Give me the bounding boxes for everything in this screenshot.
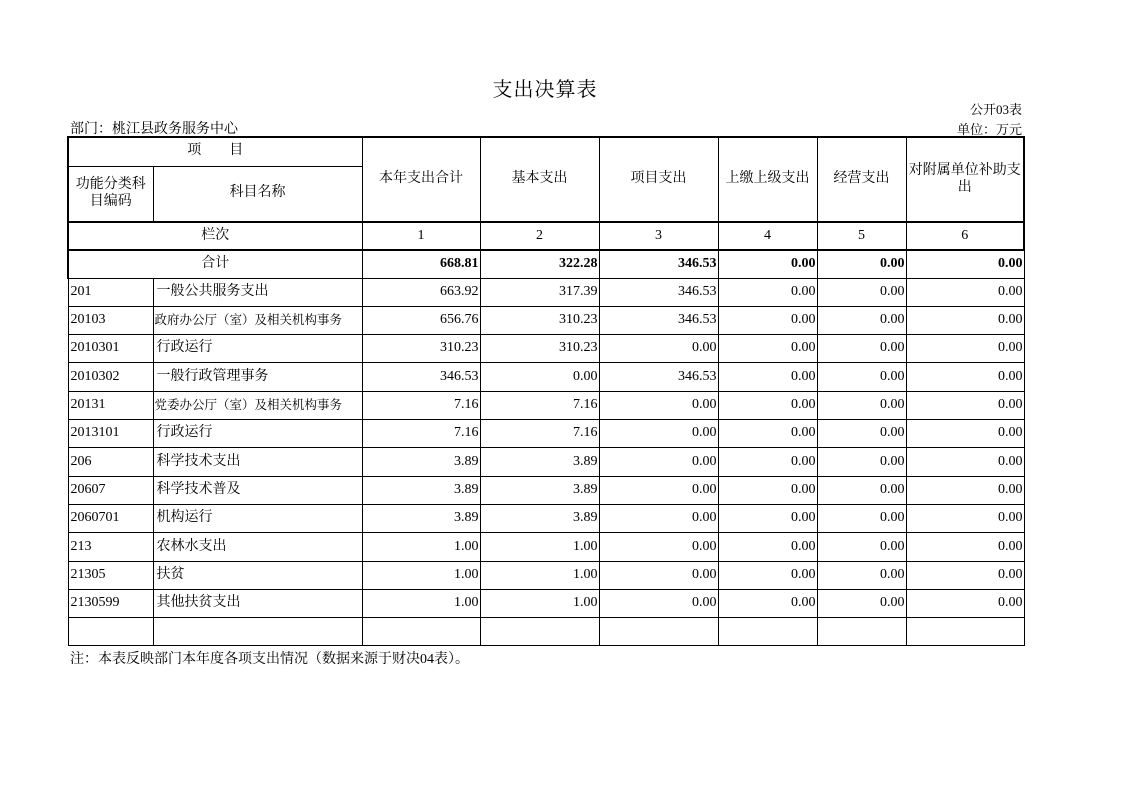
- row-code: 2013101: [68, 420, 153, 448]
- total-label: 合计: [68, 250, 362, 278]
- row-value: 310.23: [480, 335, 599, 363]
- row-code: 20103: [68, 306, 153, 334]
- row-value: 0.00: [906, 590, 1024, 618]
- row-value: 1.00: [362, 590, 480, 618]
- row-value: 0.00: [906, 448, 1024, 476]
- column-header-project-expenditure: 项目支出: [599, 137, 718, 222]
- table-row: [68, 561, 1024, 589]
- column-index: 6: [906, 222, 1024, 250]
- row-code: 206: [68, 448, 153, 476]
- row-value: 0.00: [906, 420, 1024, 448]
- row-value: 0.00: [718, 533, 817, 561]
- row-name: 政府办公厅（室）及相关机构事务: [153, 306, 362, 334]
- row-name: 农林水支出: [153, 533, 362, 561]
- row-value: 0.00: [817, 476, 906, 504]
- row-code: 2130599: [68, 590, 153, 618]
- row-name: 一般行政管理事务: [153, 363, 362, 391]
- column-header-total-expenditure: 本年支出合计: [362, 137, 480, 222]
- table-note: 注：本表反映部门本年度各项支出情况（数据来源于财决04表）。: [70, 652, 469, 667]
- row-value: 0.00: [599, 533, 718, 561]
- header-row-1: [68, 137, 1024, 166]
- row-value: 663.92: [362, 278, 480, 306]
- row-value: 310.23: [362, 335, 480, 363]
- row-value: 656.76: [362, 306, 480, 334]
- row-value: 0.00: [718, 590, 817, 618]
- department-label: 部门：桃江县政务服务中心: [70, 122, 238, 137]
- row-code: 2010302: [68, 363, 153, 391]
- table-row: [68, 306, 1024, 334]
- row-value: 3.89: [362, 476, 480, 504]
- row-value: 0.00: [817, 335, 906, 363]
- row-value: 0.00: [817, 590, 906, 618]
- row-value: 3.89: [480, 448, 599, 476]
- row-value: 1.00: [362, 561, 480, 589]
- total-value: 0.00: [906, 250, 1024, 278]
- row-value: 346.53: [599, 363, 718, 391]
- row-value: 0.00: [817, 391, 906, 419]
- row-name: 机构运行: [153, 505, 362, 533]
- row-value: 0.00: [718, 278, 817, 306]
- row-value: 0.00: [599, 391, 718, 419]
- row-value: 0.00: [817, 420, 906, 448]
- code-column-header: 功能分类科目编码: [68, 166, 153, 222]
- empty-cell: [718, 618, 817, 646]
- row-value: 310.23: [480, 306, 599, 334]
- column-header-basic-expenditure: 基本支出: [480, 137, 599, 222]
- row-value: 0.00: [906, 391, 1024, 419]
- row-name: 一般公共服务支出: [153, 278, 362, 306]
- row-value: 317.39: [480, 278, 599, 306]
- table-row: [68, 420, 1024, 448]
- row-value: 1.00: [362, 533, 480, 561]
- row-value: 0.00: [817, 448, 906, 476]
- total-row: [68, 250, 1024, 278]
- row-value: 3.89: [480, 476, 599, 504]
- total-value: 668.81: [362, 250, 480, 278]
- row-value: 0.00: [599, 476, 718, 504]
- empty-cell: [480, 618, 599, 646]
- row-code: 2010301: [68, 335, 153, 363]
- row-code: 20131: [68, 391, 153, 419]
- row-value: 0.00: [906, 306, 1024, 334]
- table-row: [68, 391, 1024, 419]
- column-index: 2: [480, 222, 599, 250]
- row-value: 0.00: [599, 590, 718, 618]
- table-row: [68, 335, 1024, 363]
- row-value: 7.16: [480, 420, 599, 448]
- empty-cell: [599, 618, 718, 646]
- row-value: 3.89: [362, 448, 480, 476]
- table-row: [68, 363, 1024, 391]
- row-name: 行政运行: [153, 420, 362, 448]
- row-value: 7.16: [480, 391, 599, 419]
- total-value: 0.00: [718, 250, 817, 278]
- column-index-label: 栏次: [68, 222, 362, 250]
- empty-cell: [153, 618, 362, 646]
- table-row: [68, 448, 1024, 476]
- row-value: 0.00: [906, 505, 1024, 533]
- row-value: 0.00: [718, 306, 817, 334]
- row-value: 0.00: [906, 533, 1024, 561]
- row-value: 0.00: [718, 420, 817, 448]
- row-value: 346.53: [362, 363, 480, 391]
- row-value: 346.53: [599, 278, 718, 306]
- column-header-operating-expenditure: 经营支出: [817, 137, 906, 222]
- row-value: 3.89: [480, 505, 599, 533]
- column-index: 5: [817, 222, 906, 250]
- table-row: [68, 278, 1024, 306]
- row-code: 213: [68, 533, 153, 561]
- page-title: 支出决算表: [492, 79, 598, 101]
- unit-label: 单位：万元: [956, 122, 1022, 137]
- row-value: 3.89: [362, 505, 480, 533]
- row-name: 党委办公厅（室）及相关机构事务: [153, 391, 362, 419]
- column-index: 4: [718, 222, 817, 250]
- row-value: 0.00: [599, 561, 718, 589]
- row-value: 0.00: [906, 476, 1024, 504]
- row-name: 扶贫: [153, 561, 362, 589]
- empty-cell: [906, 618, 1024, 646]
- row-code: 20607: [68, 476, 153, 504]
- row-value: 0.00: [599, 448, 718, 476]
- row-value: 0.00: [817, 533, 906, 561]
- row-code: 21305: [68, 561, 153, 589]
- row-value: 0.00: [817, 278, 906, 306]
- row-name: 科学技术普及: [153, 476, 362, 504]
- row-value: 0.00: [817, 505, 906, 533]
- total-value: 346.53: [599, 250, 718, 278]
- empty-cell: [817, 618, 906, 646]
- row-value: 0.00: [599, 335, 718, 363]
- form-code: 公开03表: [969, 102, 1022, 117]
- row-value: 0.00: [718, 505, 817, 533]
- row-value: 0.00: [817, 363, 906, 391]
- row-value: 1.00: [480, 561, 599, 589]
- empty-cell: [68, 618, 153, 646]
- total-value: 0.00: [817, 250, 906, 278]
- row-value: 0.00: [906, 363, 1024, 391]
- row-value: 0.00: [480, 363, 599, 391]
- column-header-subsidy-to-affiliates: 对附属单位补助支出: [906, 137, 1024, 222]
- column-header-remit-to-superior: 上缴上级支出: [718, 137, 817, 222]
- total-value: 322.28: [480, 250, 599, 278]
- table-row: [68, 590, 1024, 618]
- column-index: 1: [362, 222, 480, 250]
- row-code: 201: [68, 278, 153, 306]
- row-value: 0.00: [718, 561, 817, 589]
- row-value: 0.00: [906, 278, 1024, 306]
- row-name: 行政运行: [153, 335, 362, 363]
- row-value: 0.00: [906, 561, 1024, 589]
- row-value: 0.00: [599, 505, 718, 533]
- row-value: 1.00: [480, 590, 599, 618]
- column-index: 3: [599, 222, 718, 250]
- row-value: 0.00: [718, 448, 817, 476]
- column-index-row: [68, 222, 1024, 250]
- empty-cell: [362, 618, 480, 646]
- table-row: [68, 533, 1024, 561]
- table-row: [68, 476, 1024, 504]
- name-column-header: 科目名称: [153, 166, 362, 222]
- row-value: 0.00: [906, 335, 1024, 363]
- row-value: 346.53: [599, 306, 718, 334]
- row-value: 7.16: [362, 420, 480, 448]
- row-value: 0.00: [817, 306, 906, 334]
- row-name: 其他扶贫支出: [153, 590, 362, 618]
- row-value: 0.00: [817, 561, 906, 589]
- row-name: 科学技术支出: [153, 448, 362, 476]
- empty-row: [68, 618, 1024, 646]
- row-value: 0.00: [718, 476, 817, 504]
- row-value: 7.16: [362, 391, 480, 419]
- row-value: 0.00: [599, 420, 718, 448]
- item-header: 项 目: [68, 137, 362, 166]
- table-row: [68, 505, 1024, 533]
- row-value: 0.00: [718, 335, 817, 363]
- expenditure-table: [67, 136, 1025, 646]
- row-value: 0.00: [718, 363, 817, 391]
- row-value: 0.00: [718, 391, 817, 419]
- row-code: 2060701: [68, 505, 153, 533]
- row-value: 1.00: [480, 533, 599, 561]
